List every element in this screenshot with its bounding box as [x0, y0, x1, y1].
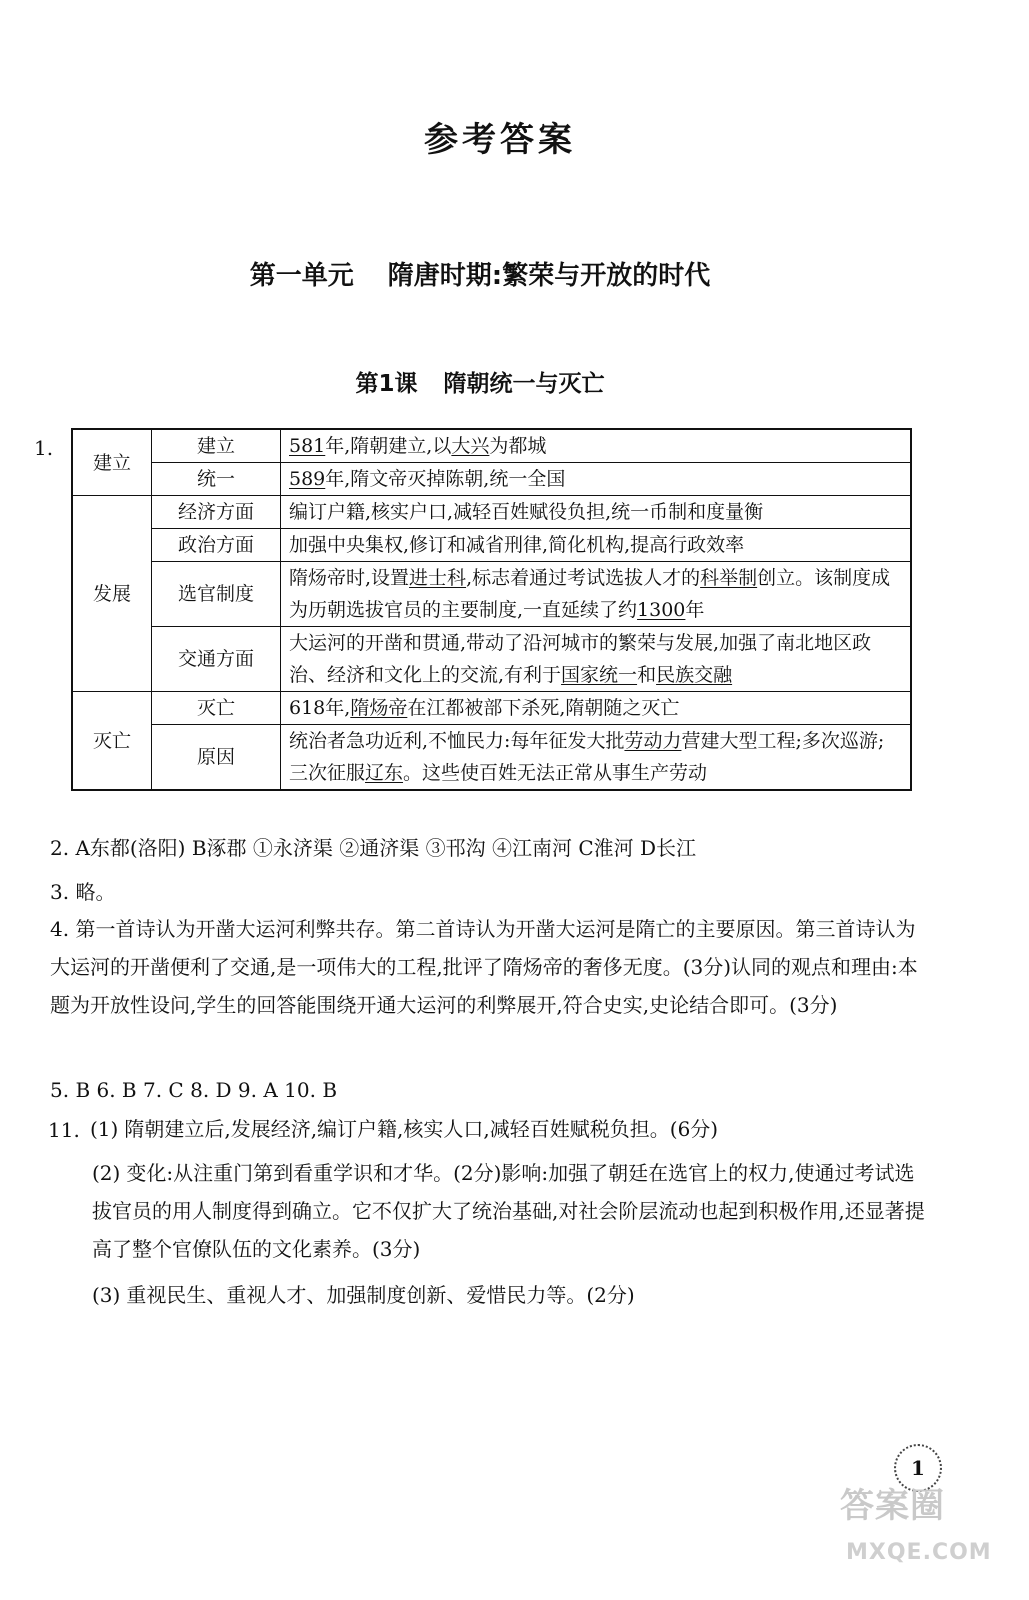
table-content-cell — [281, 463, 912, 496]
table-content-cell — [281, 529, 912, 562]
table-row — [72, 627, 911, 692]
question-11-item-1 — [90, 1110, 924, 1148]
question-1-number: 1. — [34, 436, 54, 460]
underlined-answer: 国家统一 — [561, 664, 638, 686]
table-category-cell: 发展 — [72, 496, 152, 692]
table-subcategory-cell: 交通方面 — [152, 627, 281, 692]
table-subcategory-cell: 经济方面 — [152, 496, 281, 529]
question-11-number: 11. — [48, 1118, 80, 1142]
table-content-cell — [281, 496, 912, 529]
lesson-label: 第1课 — [355, 371, 418, 397]
table-subcategory-cell: 原因 — [152, 725, 281, 791]
question-4-answer: 4. 第一首诗认为开凿大运河利弊共存。第二首诗认为开凿大运河是隋亡的主要原因。第三首诗认为大运河的开凿便利了交通,是一项伟大的工程,批评了隋炀帝的奢侈无度。(3分)认同的观点和理由:本题为开放性设问,学生的回答能围绕开通大运河的利弊展开,符合史实,史论结合即可。(3分) — [50, 917, 918, 1017]
underlined-answer: 589 — [289, 468, 326, 490]
table-subcategory-cell: 建立 — [152, 429, 281, 463]
question-3-answer: 3. 略。 — [50, 880, 116, 904]
table-content-cell — [281, 725, 912, 791]
underlined-answer: 581 — [289, 435, 326, 457]
underlined-answer: 劳动力 — [624, 730, 682, 752]
item-text: 隋朝建立后,发展经济,编订户籍,核实人口,减轻百姓赋税负担。(6分) — [124, 1117, 719, 1141]
answer-text: 年,隋文帝灭掉陈朝,统一全国 — [325, 468, 566, 490]
underlined-answer: 进士科 — [409, 567, 467, 589]
watermark-logo: 答案圈 — [840, 1486, 945, 1526]
unit-title — [0, 255, 960, 292]
item-label: (3) — [92, 1283, 121, 1307]
unit-label: 第一单元 — [249, 261, 354, 291]
underlined-answer: 辽东 — [365, 762, 404, 784]
answer-text: 为都城 — [489, 435, 547, 457]
answer-text: 年 — [685, 599, 705, 621]
question-2-answer: 2. A东都(洛阳) B涿郡 ①永济渠 ②通济渠 ③邗沟 ④江南河 C淮河 D长江 — [50, 836, 697, 860]
answer-text: 营建大型工程;多次巡游;三次征服 — [289, 730, 885, 784]
table-row — [72, 725, 911, 791]
table-content-cell — [281, 627, 912, 692]
underlined-answer: 1300 — [637, 599, 686, 621]
answer-text: 。这些使百姓无法正常从事生产劳动 — [403, 762, 708, 784]
lesson-title — [0, 365, 960, 398]
table-content-cell — [281, 562, 912, 627]
table-row — [72, 463, 911, 496]
table-subcategory-cell: 统一 — [152, 463, 281, 496]
table-row — [72, 562, 911, 627]
item-text: 重视民生、重视人才、加强制度创新、爱惜民力等。(2分) — [126, 1283, 635, 1307]
underlined-answer: 隋炀帝 — [350, 697, 408, 719]
answer-text: 年,隋朝建立,以 — [325, 435, 452, 457]
table-category-cell: 灭亡 — [72, 692, 152, 791]
questions-5-10-answers: 5. B 6. B 7. C 8. D 9. A 10. B — [50, 1078, 338, 1102]
answer-text: 创立。该制度成为历朝选拔官员的主要制度,一直延续了约 — [289, 567, 891, 621]
answer-text: 618年, — [289, 697, 351, 719]
answer-text: 统治者急功近利,不恤民力:每年征发大批 — [289, 730, 625, 752]
question-11-item-3 — [92, 1276, 926, 1314]
question-11-item-2 — [92, 1154, 926, 1268]
table-category-cell: 建立 — [72, 429, 152, 496]
answer-text: 加强中央集权,修订和减省刑律,简化机构,提高行政效率 — [289, 534, 745, 556]
answer-text: 在江都被部下杀死,隋朝随之灭亡 — [407, 697, 680, 719]
table-row — [72, 496, 911, 529]
table-row — [72, 529, 911, 562]
item-text: 变化:从注重门第到看重学识和才华。(2分)影响:加强了朝廷在选官上的权力,使通过考试选拔官员的用人制度得到确立。它不仅扩大了统治基础,对社会阶层流动也起到积极作用,还显著提高了整个官僚队伍的文化素养。(3分) — [92, 1161, 925, 1261]
table-subcategory-cell: 选官制度 — [152, 562, 281, 627]
lesson-name: 隋朝统一与灭亡 — [443, 371, 605, 397]
item-label: (1) — [90, 1117, 119, 1141]
answer-text: 和 — [637, 664, 657, 686]
unit-name: 隋唐时期:繁荣与开放的时代 — [387, 261, 711, 291]
table-subcategory-cell: 政治方面 — [152, 529, 281, 562]
item-label: (2) — [92, 1161, 121, 1185]
table-row — [72, 429, 911, 463]
watermark-url: MXQE.COM — [846, 1540, 992, 1565]
answer-text: 大运河的开凿和贯通,带动了沿河城市的繁荣与发展,加强了南北地区政治、经济和文化上的交流,有利于 — [289, 632, 872, 686]
underlined-answer: 大兴 — [451, 435, 490, 457]
table-content-cell — [281, 429, 912, 463]
table-row — [72, 692, 911, 725]
underlined-answer: 民族交融 — [656, 664, 733, 686]
table-content-cell — [281, 692, 912, 725]
page-number: 1 — [894, 1444, 942, 1492]
answer-text: 编订户籍,核实户口,减轻百姓赋役负担,统一币制和度量衡 — [289, 501, 764, 523]
table-subcategory-cell: 灭亡 — [152, 692, 281, 725]
answer-table — [71, 428, 912, 791]
underlined-answer: 科举制 — [700, 567, 758, 589]
answer-text: 隋炀帝时,设置 — [289, 567, 410, 589]
answer-text: ,标志着通过考试选拔人才的 — [466, 567, 701, 589]
page-title: 参考答案 — [424, 120, 576, 160]
